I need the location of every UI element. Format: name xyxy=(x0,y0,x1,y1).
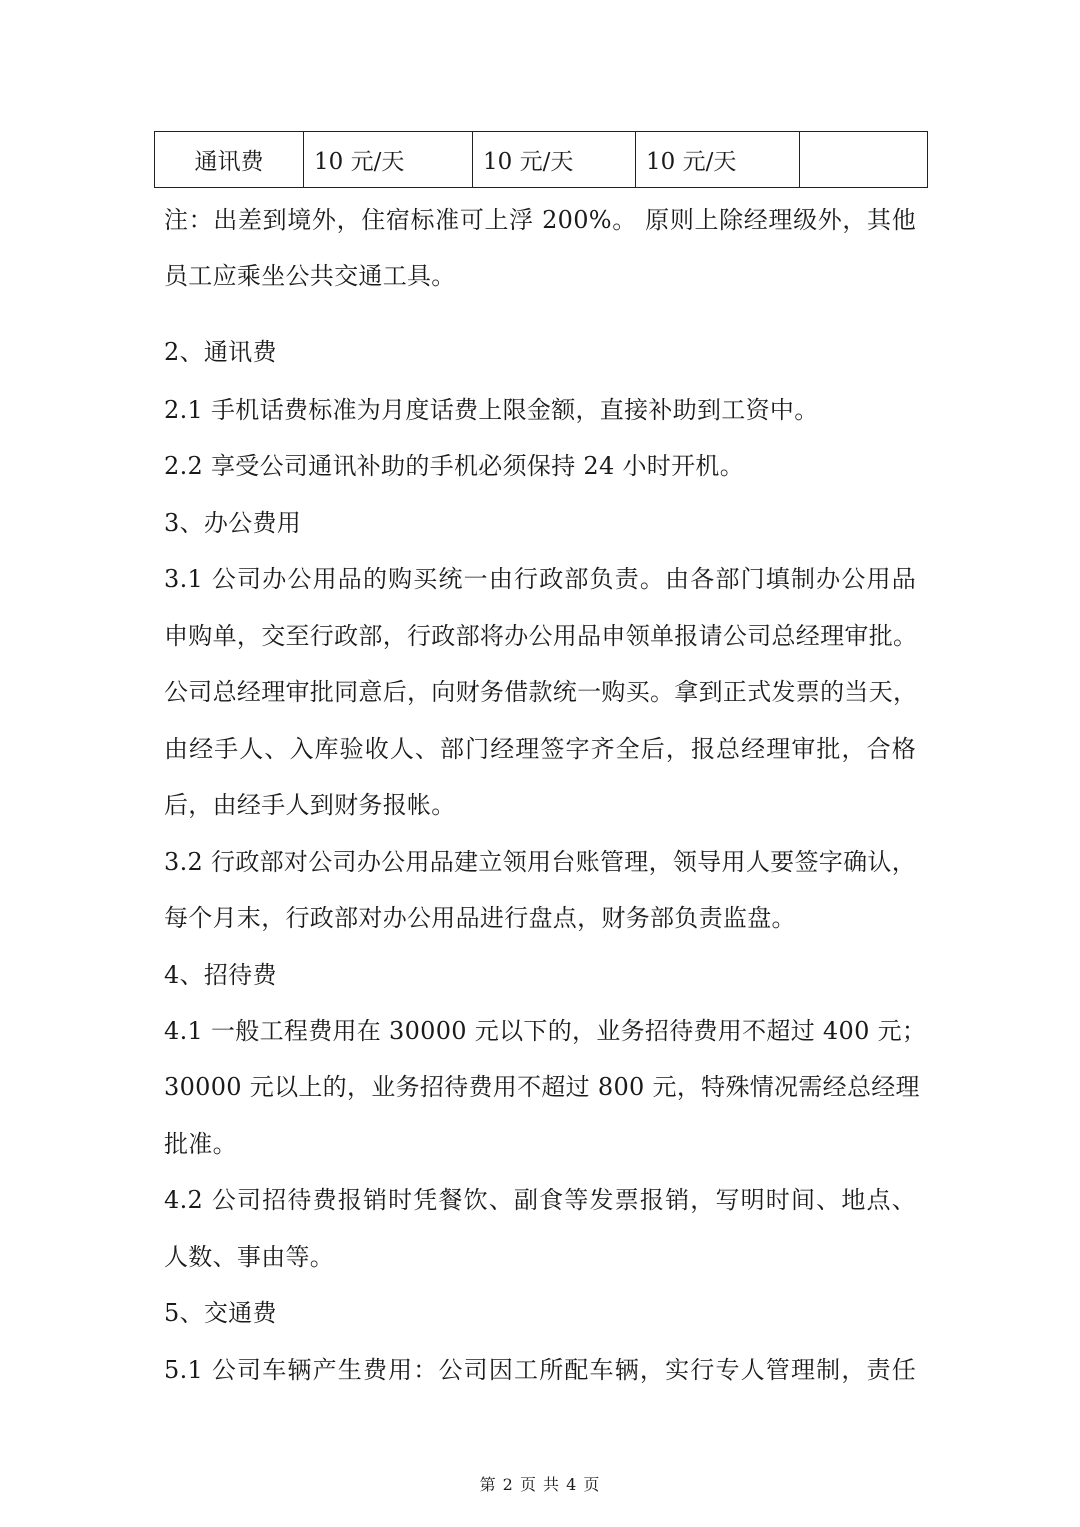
paragraph-line: 每个月末，行政部对办公用品进行盘点，财务部负责监盘。 xyxy=(164,904,796,932)
table-cell-empty xyxy=(800,132,928,188)
paragraph-line: 批准。 xyxy=(164,1130,237,1158)
paragraph-line: 员工应乘坐公共交通工具。 xyxy=(164,262,456,290)
paragraph-line: 3.2 行政部对公司办公用品建立领用台账管理，领导用人要签字确认， xyxy=(164,848,916,876)
paragraph-line: 2.1 手机话费标准为月度话费上限金额，直接补助到工资中。 xyxy=(164,396,819,424)
section-heading: 3、办公费用 xyxy=(164,509,302,537)
paragraph-line: 3.1 公司办公用品的购买统一由行政部负责。由各部门填制办公用品 xyxy=(164,565,916,593)
paragraph-line: 申购单，交至行政部，行政部将办公用品申领单报请公司总经理审批。 xyxy=(164,622,918,650)
paragraph-line: 30000 元以上的，业务招待费用不超过 800 元，特殊情况需经总经理 xyxy=(164,1073,920,1101)
table-cell-standard-2: 10 元/天 xyxy=(473,132,636,188)
paragraph-line: 2.2 享受公司通讯补助的手机必须保持 24 小时开机。 xyxy=(164,452,744,480)
table-cell-item: 通讯费 xyxy=(155,132,304,188)
paragraph-line: 5.1 公司车辆产生费用：公司因工所配车辆，实行专人管理制，责任 xyxy=(164,1356,916,1384)
paragraph-line: 后，由经手人到财务报帐。 xyxy=(164,791,456,819)
section-heading: 4、招待费 xyxy=(164,961,277,989)
paragraph-line: 4.2 公司招待费报销时凭餐饮、副食等发票报销，写明时间、地点、 xyxy=(164,1186,916,1214)
page-footer: 第 2 页 共 4 页 xyxy=(479,1475,601,1494)
paragraph-line: 人数、事由等。 xyxy=(164,1243,335,1271)
section-heading: 2、通讯费 xyxy=(164,338,277,366)
table-cell-standard-1: 10 元/天 xyxy=(304,132,473,188)
table-row xyxy=(155,132,928,188)
paragraph-line: 4.1 一般工程费用在 30000 元以下的，业务招待费用不超过 400 元； xyxy=(164,1017,927,1045)
section-heading: 5、交通费 xyxy=(164,1299,277,1327)
paragraph-line: 由经手人、入库验收人、部门经理签字齐全后，报总经理审批，合格 xyxy=(164,735,916,763)
paragraph-line: 注：出差到境外，住宿标准可上浮 200%。 原则上除经理级外，其他 xyxy=(164,206,916,234)
table-cell-standard-3: 10 元/天 xyxy=(636,132,800,188)
fee-standard-table xyxy=(154,131,928,188)
paragraph-line: 公司总经理审批同意后，向财务借款统一购买。拿到正式发票的当天， xyxy=(164,678,918,706)
